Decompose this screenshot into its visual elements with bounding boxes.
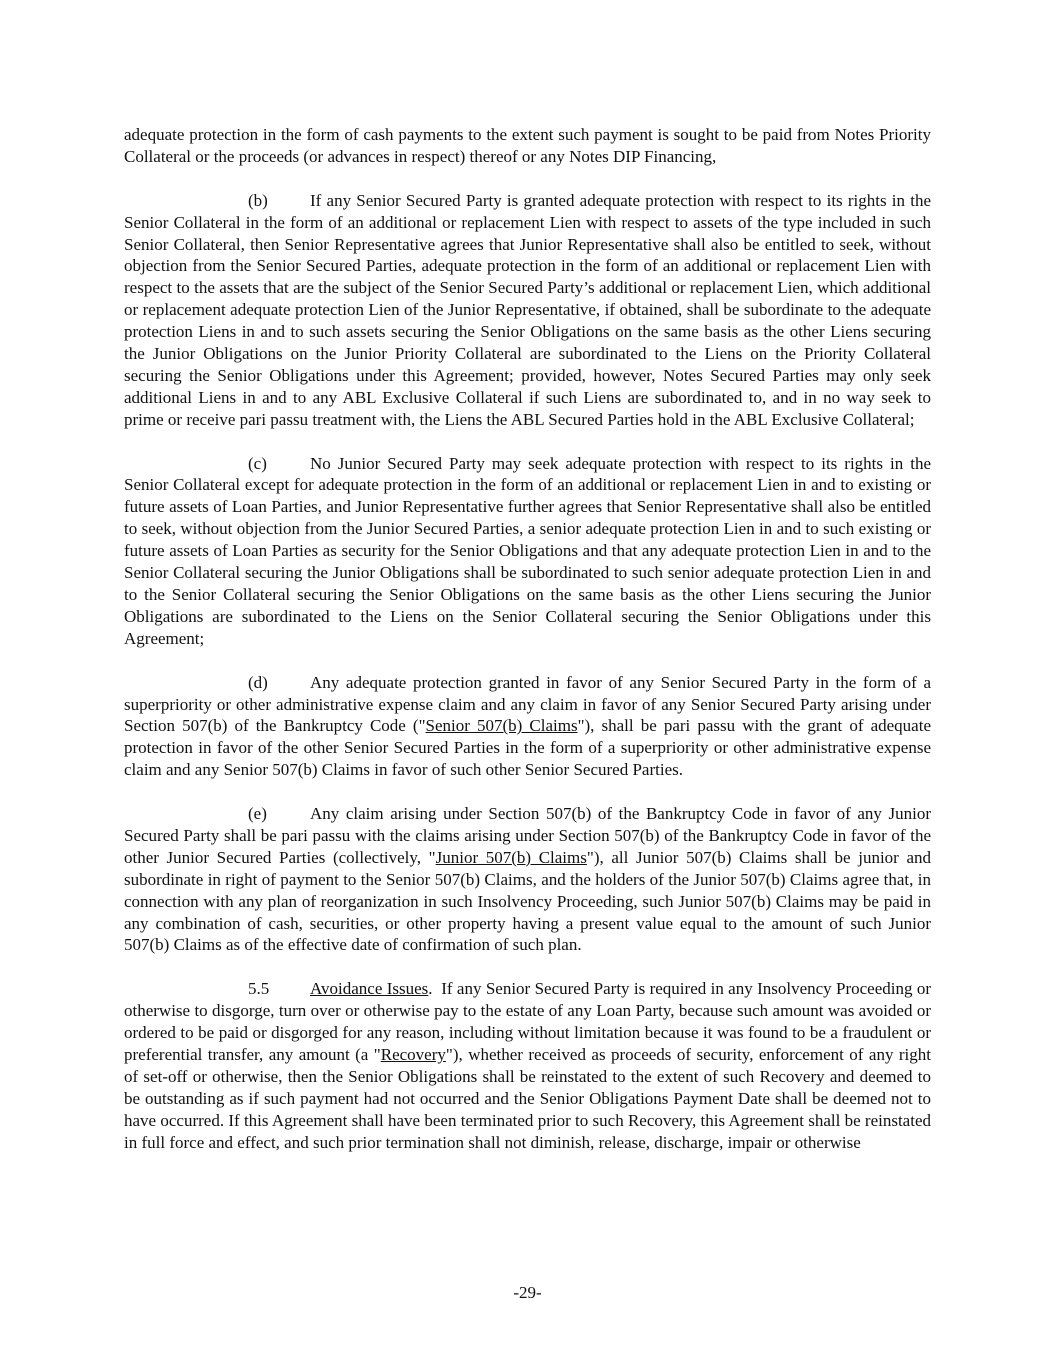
defined-term: Junior 507(b) Claims (435, 847, 587, 867)
paragraph-text: "), shall be pari passu with the grant of adequate protection in favor of the other Senior Secured Parties in the form of a superpriority or other administrative expense claim and any Senior 507(b) Claims in favor of such other Senior Secured Parties. (124, 716, 931, 780)
paragraph-text: No Junior Secured Party may seek adequate protection with respect to its rights in the Senior Collateral except for adequate protection in the form of an additional or replacement Lien in and to existing or future assets of Loan Parties, and Junior Representative further agrees that Senior Representative shall also be entitled to seek, without objection from the Junior Secured Parties, a senior adequate protection Lien in and to such existing or future assets of Loan Parties as security for the Senior Obligations and that any adequate protection Lien in and to the Senior Collateral securing the Junior Obligations shall be subordinated to such senior adequate protection Lien in and to the Senior Collateral securing the Senior Obligations on the same basis as the other Liens securing the Junior Obligations are subordinated to the Liens on the Senior Collateral securing the Senior Obligations under this Agreement; (124, 453, 931, 648)
paragraph-c (124, 453, 931, 650)
defined-term: Senior 507(b) Claims (425, 716, 578, 736)
paragraph-label: (d) (248, 672, 268, 692)
paragraph-text: Any claim arising under Section 507(b) of the Bankruptcy Code in favor of any Junior Secured Party shall be pari passu with the claims arising under Section 507(b) of the Bankruptcy Code in favor of the other Junior Secured Parties (collectively, " (124, 804, 931, 867)
paragraph-text: "), whether received as proceeds of security, enforcement of any right of set-off or otherwise, then the Senior Obligations shall be reinstated to the extent of such Recovery and deemed to be outstanding as if such payment had not occurred and the Senior Obligations Payment Date shall be deemed not to have occurred. If this Agreement shall have been terminated prior to such Recovery, this Agreement shall be reinstated in full force and effect, and such prior termination shall not diminish, release, discharge, impair or otherwise (124, 1044, 931, 1152)
paragraph-text: "), all Junior 507(b) Claims shall be junior and subordinate in right of payment to the Senior 507(b) Claims, and the holders of the Junior 507(b) Claims agree that, in connection with any plan of reorganization in such Insolvency Proceeding, such Junior 507(b) Claims may be paid in any combination of cash, securities, or other property having a present value equal to the amount of such Junior 507(b) Claims as of the effective date of confirmation of such plan. (124, 847, 932, 955)
paragraph-label: (e) (248, 804, 267, 824)
paragraph-label: (c) (248, 453, 267, 473)
paragraph-text: If any Senior Secured Party is required in any Insolvency Proceeding or otherwise to disgorge, turn over or otherwise pay to the estate of any Loan Party, because such amount was avoided or ordered to be paid or disgorged for any reason, including without limitation because it was found to be a fraudulent or preferential transfer, any amount (a " (124, 979, 936, 1064)
paragraph-text: Any adequate protection granted in favor of any Senior Secured Party in the form of a superpriority or other administrative expense claim and any claim in favor of any Senior Secured Party arising under Section 507(b) of the Bankruptcy Code (" (124, 672, 931, 736)
paragraph-label: (b) (248, 190, 268, 210)
section-5-5 (124, 978, 936, 1153)
paragraph-b (124, 190, 931, 431)
paragraph-text: If any Senior Secured Party is granted adequate protection with respect to its rights in the Senior Collateral in the form of an additional or replacement Lien with respect to assets of the type included in such Senior Collateral, then Senior Representative agrees that Junior Representative shall also be entitled to seek, without objection from the Senior Secured Parties, adequate protection in the form of an additional or replacement Lien with respect to the assets that are the subject of the Senior Secured Party’s additional or replacement Lien, which additional or replacement adequate protection Lien of the Junior Representative, if obtained, shall be subordinate to the adequate protection Liens in and to such assets securing the Senior Obligations on the same basis as the other Liens securing the Junior Obligations on the Junior Priority Collateral are subordinated to the Liens on the Priority Collateral securing the Senior Obligations under this Agreement; provided, however, Notes Secured Parties may only seek additional Liens in and to any ABL Exclusive Collateral if such Liens are subordinated to, and in no way seek to prime or receive pari passu treatment with, the Liens the ABL Secured Parties hold in the ABL Exclusive Collateral; (124, 190, 931, 429)
section-number: 5.5 (248, 979, 270, 999)
paragraph-text: adequate protection in the form of cash payments to the extent such payment is sought to be paid from Notes Priority Collateral or the proceeds (or advances in respect) thereof or any Notes DIP Financing, (124, 125, 931, 166)
section-heading: Avoidance Issues (310, 979, 429, 999)
defined-term: Recovery (380, 1044, 446, 1064)
paragraph-e (124, 803, 931, 956)
section-heading-punct: . (428, 979, 433, 999)
document-page (124, 124, 936, 1175)
paragraph-d (124, 672, 931, 782)
page-number: -29- (513, 1283, 542, 1302)
paragraph-continuation (124, 124, 931, 168)
